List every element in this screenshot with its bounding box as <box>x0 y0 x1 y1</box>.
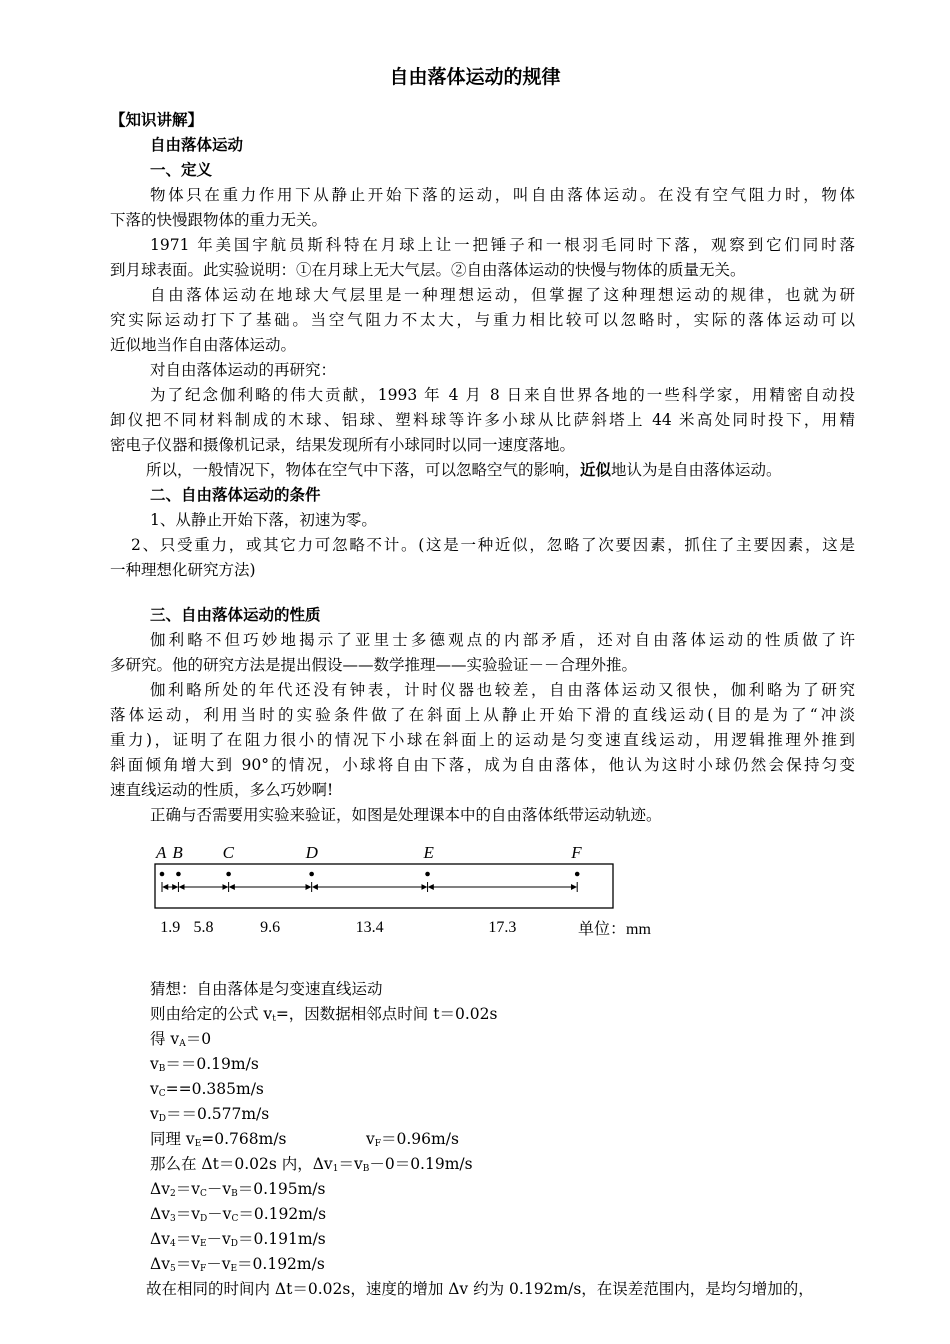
text-run: =0.768m/s <box>201 1130 287 1148</box>
text-run: ＝0.96m/s <box>381 1130 459 1148</box>
subscript: E <box>194 1139 202 1149</box>
text-run: ＝v <box>175 1180 200 1198</box>
subscript: 1 <box>332 1164 339 1174</box>
definition-heading: 一、定义 <box>150 161 213 179</box>
spacing-label: 9.6 <box>260 919 281 936</box>
subscript: 2 <box>169 1189 176 1199</box>
condition-item: 一种理想化研究方法) <box>110 561 256 579</box>
velocity-d <box>150 1105 269 1123</box>
delta-v-3 <box>150 1205 326 1223</box>
paragraph-line: 近似地当作自由落体运动。 <box>110 336 297 354</box>
text-run: Δv <box>150 1180 170 1198</box>
subscript: E <box>199 1239 207 1249</box>
subscript: B <box>158 1064 166 1074</box>
text-run: v <box>366 1130 375 1148</box>
paragraph-line: 1971 年美国宇航员斯科特在月球上让一把锤子和一根羽毛同时下落，观察到它们同时落 <box>150 236 855 254</box>
paragraph-line: 落体运动，利用当时的实验条件做了在斜面上从静止开始下滑的直线运动(目的是为了“冲淡 <box>110 706 855 724</box>
text-run: －v <box>206 1255 231 1273</box>
paragraph-line: 伽利略不但巧妙地揭示了亚里士多德观点的内部矛盾，还对自由落体运动的性质做了许 <box>150 631 855 649</box>
paragraph-line: 重力)，证明了在阻力很小的情况下小球在斜面上的运动是匀变速直线运动，用逻辑推理外推到 <box>110 731 855 749</box>
text-run: －v <box>206 1180 232 1198</box>
delta-v-4 <box>150 1230 326 1248</box>
section-label: 【知识讲解】 <box>110 111 204 129</box>
velocity-b <box>150 1055 259 1073</box>
spacing-label: 1.9 <box>160 919 181 936</box>
point-label-E: E <box>423 843 434 862</box>
text-run: Δv <box>150 1255 170 1273</box>
paragraph-line: 对自由落体运动的再研究： <box>150 361 337 379</box>
tape-dot-F <box>575 872 580 877</box>
paragraph-line: 到月球表面。此实验说明：①在月球上无大气层。②自由落体运动的快慢与物体的质量无关。 <box>110 261 746 279</box>
delta-v-5 <box>150 1255 325 1273</box>
text-run: －v <box>206 1230 231 1248</box>
point-label-A: A <box>156 843 167 862</box>
text-run: 同理 v <box>150 1130 195 1148</box>
tape-dot-C <box>226 872 231 877</box>
spacing-label: 17.3 <box>488 919 517 936</box>
text-run: －v <box>207 1205 232 1223</box>
unit-label: 单位：mm <box>578 921 651 938</box>
conditions-heading: 二、自由落体运动的条件 <box>150 486 321 504</box>
subscript: D <box>199 1214 208 1224</box>
text-run: 那么在 Δt＝0.02s 内，Δv <box>150 1155 333 1173</box>
delta-v-1 <box>150 1155 473 1173</box>
text-run: v <box>150 1105 159 1123</box>
point-labels <box>155 843 582 862</box>
spacing-label: 13.4 <box>355 919 384 936</box>
velocity-f <box>366 1130 459 1148</box>
subscript: B <box>362 1164 370 1174</box>
point-label-F: F <box>571 843 582 862</box>
text-run: ＝0 <box>185 1030 212 1048</box>
emphasis-text: 近似 <box>580 461 612 479</box>
text-run: ＝0.191m/s <box>238 1230 326 1248</box>
subscript: A <box>179 1039 186 1049</box>
document-title: 自由落体运动的规律 <box>389 66 561 88</box>
subscript: F <box>374 1139 382 1149</box>
paragraph-line: 伽利略所处的年代还没有钟表，计时仪器也较差，自由落体运动又很快，伽利略为了研究 <box>150 681 855 699</box>
spacing-label: 5.8 <box>193 919 214 936</box>
spacing-arrows <box>162 882 577 892</box>
subscript: C <box>158 1089 166 1099</box>
subscript: B <box>231 1189 238 1199</box>
paragraph-line: 速直线运动的性质，多么巧妙啊! <box>110 781 334 799</box>
paragraph-line: 卸仪把不同材料制成的木球、铝球、塑料球等许多小球从比萨斜塔上 44 米高处同时投下，用精 <box>110 411 855 429</box>
ticker-tape-figure <box>150 842 680 942</box>
tape-outline <box>155 864 613 908</box>
text-run: 则由给定的公式 v <box>150 1005 273 1023</box>
text-run: ＝0.192m/s <box>238 1205 327 1223</box>
text-run: －0＝0.19m/s <box>369 1155 473 1173</box>
text-run: ==0.385m/s <box>165 1080 264 1098</box>
condition-item: 2、只受重力，或其它力可忽略不计。(这是一种近似，忽略了次要因素，抓住了主要因素，这是 <box>131 536 855 554</box>
paragraph-line: 究实际运动打下了基础。当空气阻力不太大，与重力相比较可以忽略时，实际的落体运动可以 <box>110 311 855 329</box>
properties-heading: 三、自由落体运动的性质 <box>150 606 321 624</box>
subscript: D <box>158 1114 166 1124</box>
subscript: t <box>272 1014 276 1024</box>
guess-line: 猜想：自由落体是匀变速直线运动 <box>150 980 383 998</box>
subscript: C <box>231 1214 239 1224</box>
spacing-labels <box>160 919 516 936</box>
tape-dot-B <box>176 872 181 877</box>
text-run: v <box>150 1080 159 1098</box>
point-label-D: D <box>305 843 318 862</box>
subscript: D <box>230 1239 239 1249</box>
point-label-B: B <box>172 843 183 862</box>
paragraph-line: 下落的快慢跟物体的重力无关。 <box>110 211 328 229</box>
paragraph-line: 自由落体运动在地球大气层里是一种理想运动，但掌握了这种理想运动的规律，也就为研 <box>150 286 855 304</box>
tape-dots <box>160 872 580 877</box>
text-run: =，因数据相邻点时间 t＝0.02s <box>275 1005 498 1023</box>
delta-v-2 <box>150 1180 325 1198</box>
text-run: Δv <box>150 1205 170 1223</box>
paragraph-line: 为了纪念伽利略的伟大贡献，1993 年 4 月 8 日来自世界各地的一些科学家，用精密自动投 <box>150 386 855 404</box>
formula-line <box>150 1005 497 1023</box>
text-run: ＝v <box>175 1230 200 1248</box>
paragraph-line <box>146 461 782 479</box>
subscript: 5 <box>169 1264 176 1274</box>
velocity-a <box>150 1030 211 1048</box>
subscript: 4 <box>169 1239 176 1249</box>
topic-heading: 自由落体运动 <box>150 136 244 154</box>
paragraph-line: 斜面倾角增大到 90°的情况，小球将自由下落，成为自由落体，他认为这时小球仍然会保持匀变 <box>110 756 855 774</box>
subscript: C <box>199 1189 207 1199</box>
point-label-C: C <box>222 843 234 862</box>
subscript: 3 <box>169 1214 176 1224</box>
paragraph-line: 多研究。他的研究方法是提出假设——数学推理——实验验证－－合理外推。 <box>110 656 638 674</box>
velocity-c <box>150 1080 264 1098</box>
condition-item: 1、从静止开始下落，初速为零。 <box>150 511 377 529</box>
text-run: ＝0.195m/s <box>237 1180 326 1198</box>
text-run: ＝＝0.577m/s <box>165 1105 270 1123</box>
tape-dot-E <box>425 872 430 877</box>
tape-dot-D <box>309 872 314 877</box>
conclusion-line: 故在相同的时间内 Δt＝0.02s，速度的增加 Δv 约为 0.192m/s，在误差范围内，是均匀增加的， <box>146 1280 814 1298</box>
paragraph-line: 正确与否需要用实验来验证，如图是处理课本中的自由落体纸带运动轨迹。 <box>150 806 662 824</box>
tape-dot-A <box>160 872 165 877</box>
paragraph-line: 密电子仪器和摄像机记录，结果发现所有小球同时以同一速度落地。 <box>110 436 576 454</box>
text-run: Δv <box>150 1230 170 1248</box>
paragraph-line: 物体只在重力作用下从静止开始下落的运动，叫自由落体运动。在没有空气阻力时，物体 <box>150 186 855 204</box>
velocity-e <box>150 1130 287 1148</box>
text-run: 得 v <box>150 1030 180 1048</box>
subscript: F <box>199 1264 207 1274</box>
text-run: 地认为是自由落体运动。 <box>611 461 782 479</box>
text-run: ＝＝0.19m/s <box>165 1055 259 1073</box>
text-run: ＝v <box>338 1155 363 1173</box>
text-run: 所以，一般情况下，物体在空气中下落，可以忽略空气的影响， <box>146 461 581 479</box>
subscript: E <box>230 1264 238 1274</box>
text-run: ＝v <box>175 1255 200 1273</box>
text-run: v <box>150 1055 159 1073</box>
text-run: ＝0.192m/s <box>237 1255 325 1273</box>
text-run: ＝v <box>175 1205 200 1223</box>
